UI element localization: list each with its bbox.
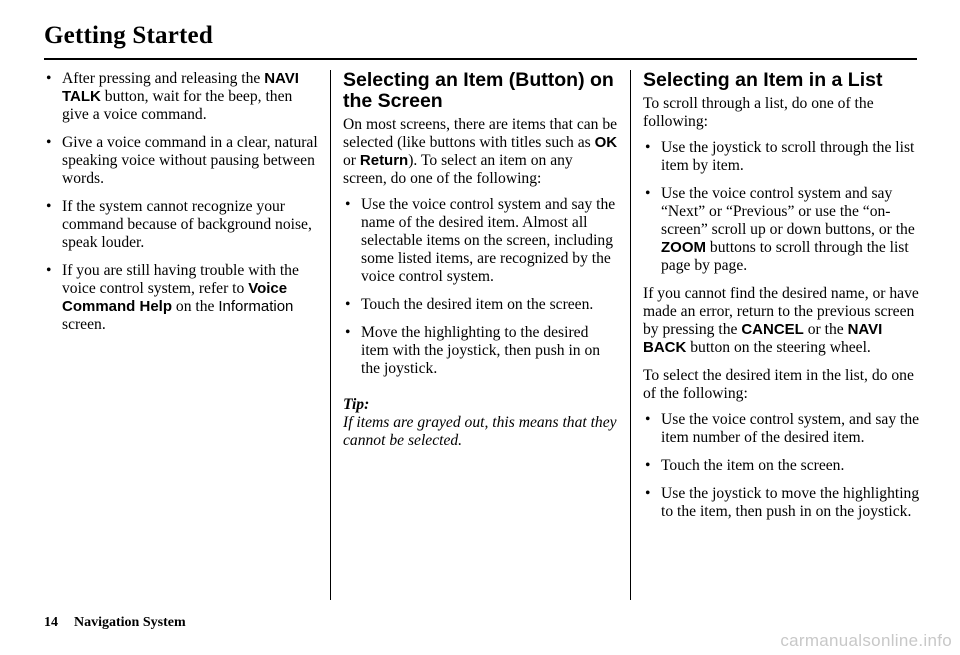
screen-name-voice-command-help: Voice Command Help xyxy=(62,280,288,315)
list-item: • Use the voice control system and say the name of the desired item. Almost all selectable items on the screen, including some listed items, are recognized by the voice control system. xyxy=(343,196,619,286)
section-heading: Selecting an Item in a List xyxy=(643,69,883,91)
watermark: carmanualsonline.info xyxy=(780,631,952,650)
list-item: • Use the voice control system and say “Next” or “Previous” or use the “on-screen” scroll up or down buttons, or the ZOOM buttons to scroll through the list page by page. xyxy=(643,185,923,275)
column-left xyxy=(44,70,322,344)
button-name-return: Return xyxy=(359,152,409,169)
column-divider xyxy=(630,70,631,600)
footer-section: Navigation System xyxy=(74,615,186,630)
button-name-ok: OK xyxy=(594,134,618,151)
list-item: • If the system cannot recognize your command because of background noise, speak louder. xyxy=(44,198,322,252)
list-item: • After pressing and releasing the NAVI TALK button, wait for the beep, then give a voice command. xyxy=(44,70,322,124)
list-item: • Touch the desired item on the screen. xyxy=(343,296,619,314)
paragraph: On most screens, there are items that can be selected (like buttons with titles such as OK or Return). To select an item on any screen, do one of the following: xyxy=(343,116,618,187)
list-item: • Move the highlighting to the desired item with the joystick, then push in on the joystick. xyxy=(343,324,619,378)
column-middle xyxy=(343,70,619,450)
paragraph: If you cannot find the desired name, or have made an error, return to the previous screen by pressing the CANCEL or the NAVI BACK button on the steering wheel. xyxy=(643,285,919,356)
column-right xyxy=(643,70,923,531)
page-number: 14 xyxy=(44,615,58,630)
tip-label: Tip: xyxy=(343,396,370,413)
list-item: • Use the joystick to scroll through the list item by item. xyxy=(643,139,923,175)
tip-text: If items are grayed out, this means that they cannot be selected. xyxy=(343,414,617,449)
list-item: • If you are still having trouble with the voice control system, refer to Voice Command Help on the Information screen. xyxy=(44,262,322,334)
button-name-navi-talk: NAVI TALK xyxy=(62,70,299,105)
list-item: • Give a voice command in a clear, natural speaking voice without pausing between words. xyxy=(44,134,322,188)
spacer xyxy=(343,388,619,396)
screen-name-information: Information xyxy=(218,298,294,315)
list-item: • Use the voice control system, and say the item number of the desired item. xyxy=(643,411,923,447)
list-item: • Use the joystick to move the highlighting to the item, then push in on the joystick. xyxy=(643,485,923,521)
page-title: Getting Started xyxy=(44,22,213,49)
button-name-navi-back: NAVI BACK xyxy=(643,321,883,356)
button-name-zoom: ZOOM xyxy=(661,239,706,256)
paragraph: To select the desired item in the list, do one of the following: xyxy=(643,367,914,402)
header-divider xyxy=(44,58,917,60)
button-name-cancel: CANCEL xyxy=(741,321,804,338)
column-divider xyxy=(330,70,331,600)
list-item: • Touch the item on the screen. xyxy=(643,457,923,475)
page-footer xyxy=(44,615,186,631)
section-heading: Selecting an Item (Button) on the Screen xyxy=(343,69,614,112)
paragraph: To scroll through a list, do one of the following: xyxy=(643,95,874,130)
